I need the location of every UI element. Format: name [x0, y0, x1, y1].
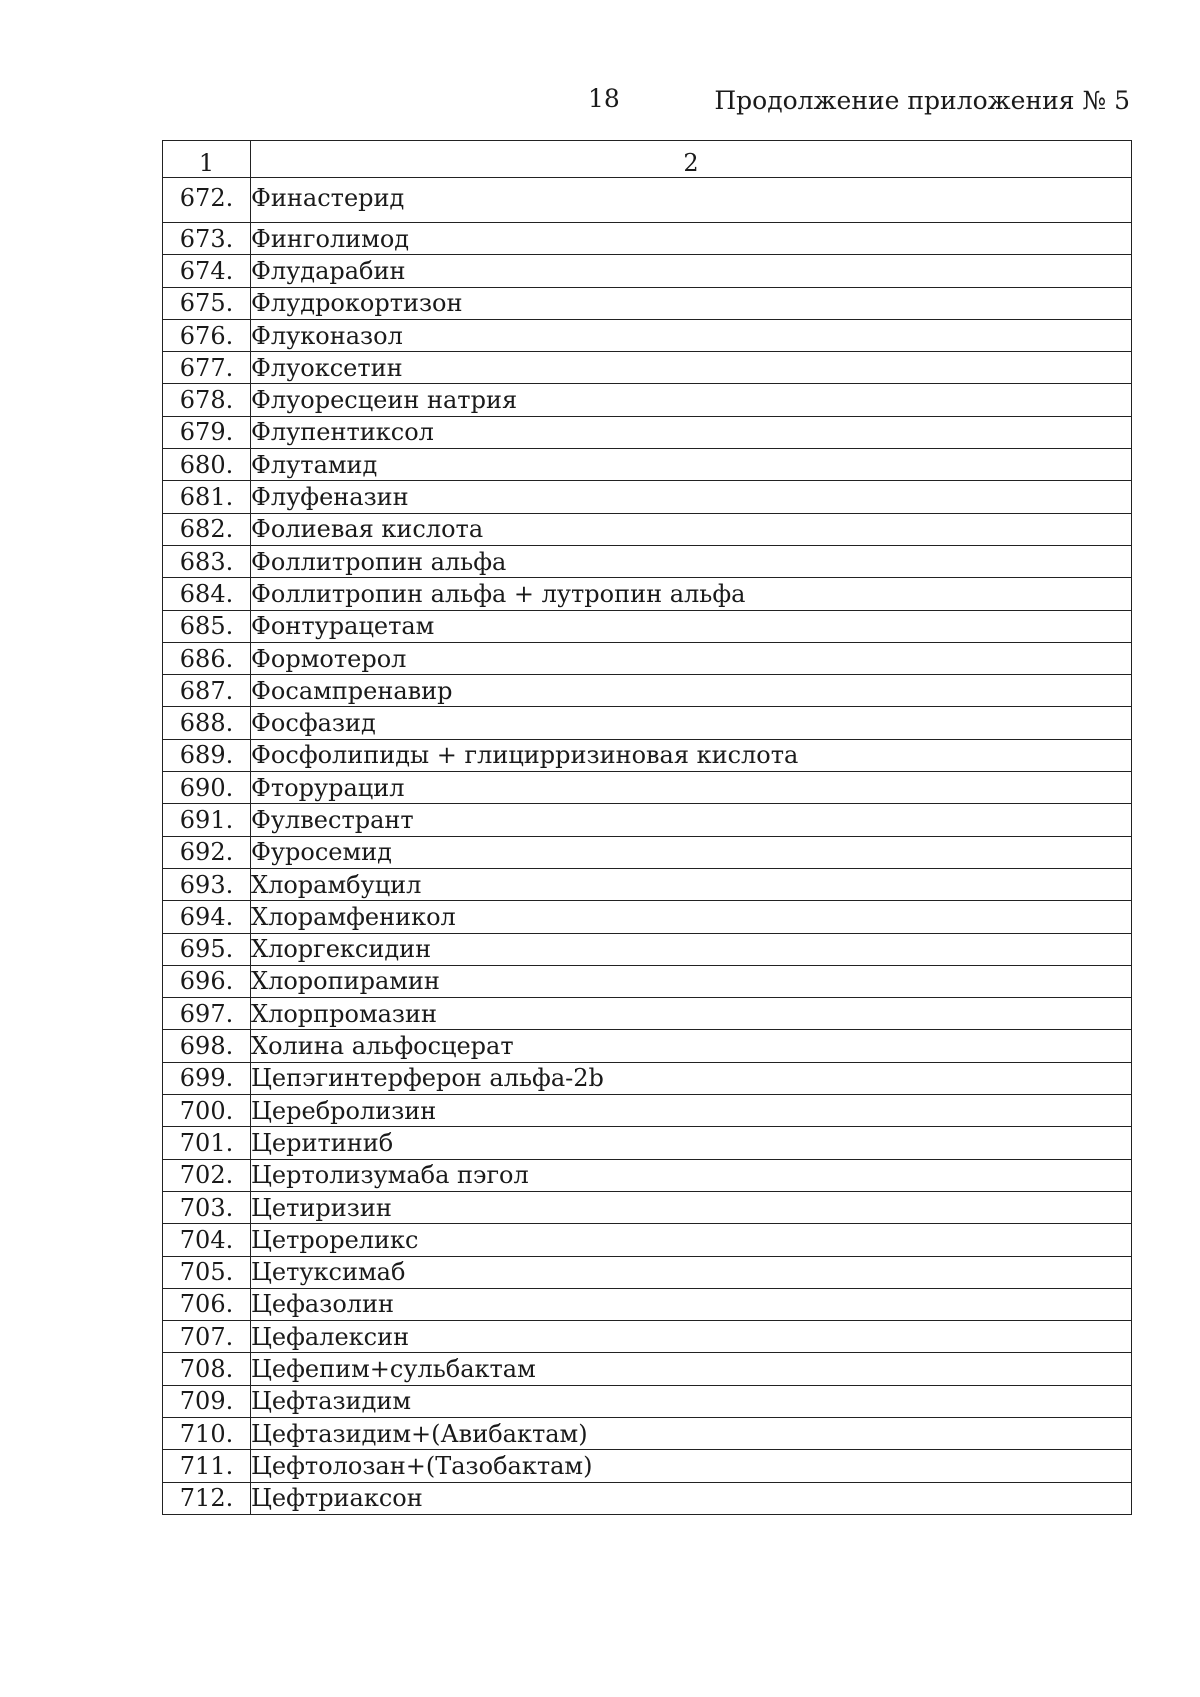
row-number: 692. — [163, 836, 251, 868]
drug-name: Флуфеназин — [251, 481, 1132, 513]
drug-name: Цетрореликс — [251, 1224, 1132, 1256]
drug-name: Финголимод — [251, 223, 1132, 255]
table-row — [163, 772, 1132, 804]
row-number: 711. — [163, 1450, 251, 1482]
drug-name: Фолиевая кислота — [251, 513, 1132, 545]
drug-name: Цефтазидим+(Авибактам) — [251, 1417, 1132, 1449]
table-row — [163, 1062, 1132, 1094]
row-number: 673. — [163, 223, 251, 255]
row-number: 672. — [163, 178, 251, 223]
drug-name: Финастерид — [251, 178, 1132, 223]
row-number: 703. — [163, 1191, 251, 1223]
drug-name: Флудрокортизон — [251, 287, 1132, 319]
drug-name: Флударабин — [251, 255, 1132, 287]
row-number: 678. — [163, 384, 251, 416]
drug-name: Флупентиксол — [251, 416, 1132, 448]
drug-name: Фосфазид — [251, 707, 1132, 739]
drug-name: Цертолизумаба пэгол — [251, 1159, 1132, 1191]
table-row — [163, 319, 1132, 351]
row-number: 693. — [163, 868, 251, 900]
table-row — [163, 998, 1132, 1030]
table-row — [163, 178, 1132, 223]
row-number: 705. — [163, 1256, 251, 1288]
table-row — [163, 933, 1132, 965]
row-number: 710. — [163, 1417, 251, 1449]
table-row — [163, 255, 1132, 287]
drug-name: Флуоресцеин натрия — [251, 384, 1132, 416]
table-row — [163, 901, 1132, 933]
row-number: 709. — [163, 1385, 251, 1417]
row-number: 680. — [163, 449, 251, 481]
drug-name: Цетиризин — [251, 1191, 1132, 1223]
row-number: 681. — [163, 481, 251, 513]
row-number: 708. — [163, 1353, 251, 1385]
table-row — [163, 1450, 1132, 1482]
drug-name: Цетуксимаб — [251, 1256, 1132, 1288]
row-number: 684. — [163, 578, 251, 610]
drug-name: Фосампренавир — [251, 675, 1132, 707]
row-number: 675. — [163, 287, 251, 319]
table-row — [163, 416, 1132, 448]
row-number: 712. — [163, 1482, 251, 1514]
row-number: 691. — [163, 804, 251, 836]
row-number: 702. — [163, 1159, 251, 1191]
column-header-name: 2 — [251, 141, 1132, 178]
page-caption: Продолжение приложения № 5 — [714, 86, 1130, 115]
row-number: 704. — [163, 1224, 251, 1256]
table-row — [163, 1224, 1132, 1256]
drug-name: Хлоргексидин — [251, 933, 1132, 965]
drug-name: Цефтолозан+(Тазобактам) — [251, 1450, 1132, 1482]
drug-name: Фосфолипиды + глицирризиновая кислота — [251, 739, 1132, 771]
drug-name: Фуросемид — [251, 836, 1132, 868]
row-number: 698. — [163, 1030, 251, 1062]
row-number: 687. — [163, 675, 251, 707]
table-row — [163, 1482, 1132, 1514]
drug-name: Фторурацил — [251, 772, 1132, 804]
table-row — [163, 578, 1132, 610]
row-number: 682. — [163, 513, 251, 545]
drug-name: Церебролизин — [251, 1095, 1132, 1127]
table-row — [163, 352, 1132, 384]
drug-name: Формотерол — [251, 642, 1132, 674]
drug-name: Цефтриаксон — [251, 1482, 1132, 1514]
table-row — [163, 223, 1132, 255]
table-body — [163, 178, 1132, 1515]
table-row — [163, 1159, 1132, 1191]
row-number: 690. — [163, 772, 251, 804]
row-number: 697. — [163, 998, 251, 1030]
table-row — [163, 1095, 1132, 1127]
drug-name: Фоллитропин альфа — [251, 545, 1132, 577]
row-number: 701. — [163, 1127, 251, 1159]
table-row — [163, 481, 1132, 513]
drug-name: Цефазолин — [251, 1288, 1132, 1320]
table-row — [163, 675, 1132, 707]
row-number: 706. — [163, 1288, 251, 1320]
drug-name: Хлоропирамин — [251, 965, 1132, 997]
row-number: 683. — [163, 545, 251, 577]
table-row — [163, 1030, 1132, 1062]
drug-name: Цефепим+сульбактам — [251, 1353, 1132, 1385]
drug-name: Фулвестрант — [251, 804, 1132, 836]
table-row — [163, 1127, 1132, 1159]
table-row — [163, 1353, 1132, 1385]
table-row — [163, 1256, 1132, 1288]
table-row — [163, 449, 1132, 481]
table-row — [163, 707, 1132, 739]
drug-name: Церитиниб — [251, 1127, 1132, 1159]
row-number: 688. — [163, 707, 251, 739]
drug-name: Флутамид — [251, 449, 1132, 481]
table-header-row — [163, 141, 1132, 178]
row-number: 699. — [163, 1062, 251, 1094]
drug-name: Холина альфосцерат — [251, 1030, 1132, 1062]
table-row — [163, 545, 1132, 577]
row-number: 686. — [163, 642, 251, 674]
drug-name: Цефалексин — [251, 1321, 1132, 1353]
row-number: 694. — [163, 901, 251, 933]
table-row — [163, 739, 1132, 771]
table-row — [163, 836, 1132, 868]
row-number: 685. — [163, 610, 251, 642]
table-row — [163, 513, 1132, 545]
row-number: 700. — [163, 1095, 251, 1127]
table-row — [163, 287, 1132, 319]
table-row — [163, 868, 1132, 900]
drug-name: Фонтурацетам — [251, 610, 1132, 642]
table-row — [163, 1417, 1132, 1449]
row-number: 707. — [163, 1321, 251, 1353]
drug-name: Флуконазол — [251, 319, 1132, 351]
table-row — [163, 610, 1132, 642]
table-row — [163, 804, 1132, 836]
drug-name: Цепэгинтерферон альфа-2b — [251, 1062, 1132, 1094]
drug-name: Цефтазидим — [251, 1385, 1132, 1417]
drug-name: Флуоксетин — [251, 352, 1132, 384]
row-number: 674. — [163, 255, 251, 287]
table-row — [163, 1191, 1132, 1223]
page-number: 18 — [588, 84, 620, 113]
drug-name: Хлорпромазин — [251, 998, 1132, 1030]
table-row — [163, 965, 1132, 997]
drug-name: Фоллитропин альфа + лутропин альфа — [251, 578, 1132, 610]
row-number: 696. — [163, 965, 251, 997]
drug-table — [162, 140, 1132, 1515]
table-row — [163, 384, 1132, 416]
table-row — [163, 642, 1132, 674]
table-row — [163, 1321, 1132, 1353]
row-number: 677. — [163, 352, 251, 384]
drug-name: Хлорамфеникол — [251, 901, 1132, 933]
table-row — [163, 1385, 1132, 1417]
row-number: 679. — [163, 416, 251, 448]
row-number: 676. — [163, 319, 251, 351]
table-row — [163, 1288, 1132, 1320]
drug-name: Хлорамбуцил — [251, 868, 1132, 900]
row-number: 689. — [163, 739, 251, 771]
column-header-number: 1 — [163, 141, 251, 178]
row-number: 695. — [163, 933, 251, 965]
